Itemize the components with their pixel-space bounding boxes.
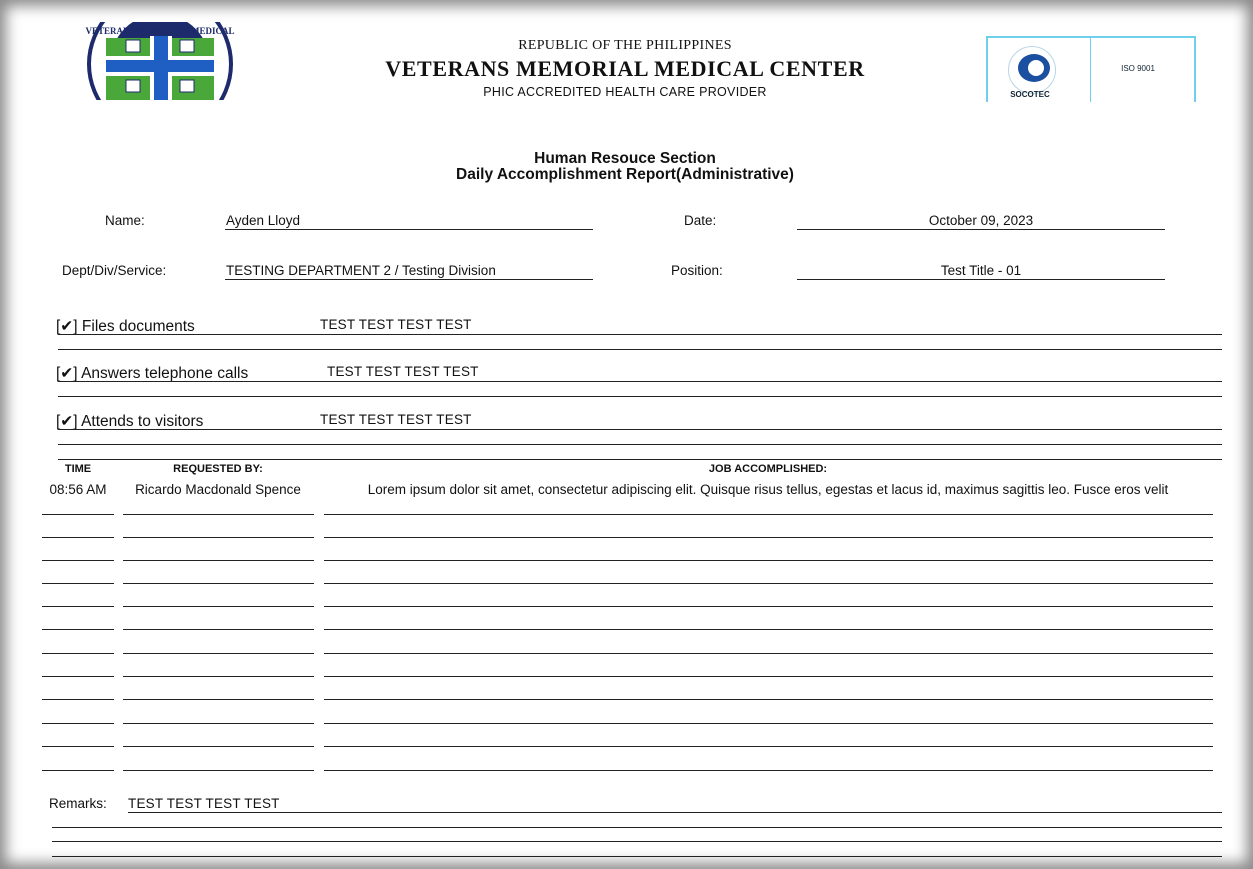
row-time: 08:56 AM xyxy=(49,482,107,497)
table-row-line xyxy=(123,770,314,771)
check-calls-value: TEST TEST TEST TEST xyxy=(327,364,479,379)
check-line xyxy=(58,429,1222,430)
date-label: Date: xyxy=(684,213,717,228)
check-line xyxy=(58,349,1222,350)
table-row-line xyxy=(324,770,1213,771)
check-files-label: Files documents xyxy=(81,318,195,335)
row-job: Lorem ipsum dolor sit amet, consectetur adipiscing elit. Quisque risus tellus, egestas et lacus id, maximus sagittis leo. Fusce eros velit xyxy=(367,482,1169,497)
remarks-line xyxy=(52,856,1222,857)
col-requested-header: REQUESTED BY: xyxy=(173,463,263,475)
check-calls-label: Answers telephone calls xyxy=(81,365,249,382)
table-row-line xyxy=(123,653,314,654)
table-row-line xyxy=(123,676,314,677)
table-row-line xyxy=(42,746,114,747)
table-row-line xyxy=(42,583,114,584)
check-visitors-value: TEST TEST TEST TEST xyxy=(320,412,472,427)
position-label: Position: xyxy=(671,263,723,278)
table-row-line xyxy=(123,699,314,700)
socotec-iso-icon xyxy=(986,36,1196,102)
date-underline xyxy=(797,229,1165,230)
check-line xyxy=(58,444,1222,445)
dept-label: Dept/Div/Service: xyxy=(62,263,167,278)
check-line xyxy=(58,334,1222,335)
row-requested-by: Ricardo Macdonald Spence xyxy=(135,482,301,497)
table-row-line xyxy=(324,537,1213,538)
check-visitors-label: Attends to visitors xyxy=(81,413,204,430)
socotec-label: SOCOTEC xyxy=(1010,90,1050,99)
table-row-line xyxy=(123,583,314,584)
table-row-line xyxy=(123,723,314,724)
table-row-line xyxy=(324,514,1213,515)
table-row-line xyxy=(42,606,114,607)
table-row-line xyxy=(324,723,1213,724)
table-row-line xyxy=(42,699,114,700)
check-line xyxy=(58,459,1222,460)
table-row-line xyxy=(324,629,1213,630)
checkmark-icon: [✔] xyxy=(56,413,78,430)
remarks-line xyxy=(52,827,1222,828)
position-value: Test Title - 01 xyxy=(940,263,1022,278)
table-row-line xyxy=(324,560,1213,561)
table-row-line xyxy=(324,746,1213,747)
table-row-line xyxy=(123,560,314,561)
table-row-line xyxy=(42,723,114,724)
vmmc-seal-icon xyxy=(84,22,236,100)
republic-heading: REPUBLIC OF THE PHILIPPINES xyxy=(518,38,732,53)
remarks-value: TEST TEST TEST TEST xyxy=(128,796,280,811)
logo-divider xyxy=(1090,38,1091,102)
table-row-line xyxy=(324,583,1213,584)
date-value: October 09, 2023 xyxy=(928,213,1034,228)
check-line xyxy=(58,381,1222,382)
table-row-line xyxy=(42,676,114,677)
table-row-line xyxy=(123,514,314,515)
iso-label: ISO 9001 xyxy=(1121,64,1155,73)
table-row-line xyxy=(123,537,314,538)
table-row-line xyxy=(324,653,1213,654)
check-line xyxy=(58,396,1222,397)
table-row-line xyxy=(42,560,114,561)
checkmark-icon: [✔] xyxy=(56,318,78,335)
remarks-line xyxy=(128,812,1222,813)
table-row-line xyxy=(324,699,1213,700)
check-files-value: TEST TEST TEST TEST xyxy=(320,317,472,332)
name-underline xyxy=(225,229,593,230)
hospital-name: VETERANS MEMORIAL MEDICAL CENTER xyxy=(385,56,865,81)
position-underline xyxy=(797,279,1165,280)
report-title: Daily Accomplishment Report(Administrative) xyxy=(456,166,794,183)
table-row-line xyxy=(123,606,314,607)
remarks-line xyxy=(52,841,1222,842)
section-title: Human Resouce Section xyxy=(534,150,716,167)
dept-underline xyxy=(225,279,593,280)
socotec-mark-inner xyxy=(1028,60,1044,76)
svg-text:VETERANS MEMORIAL MEDICAL: VETERANS MEMORIAL MEDICAL xyxy=(85,26,235,36)
table-row-line xyxy=(123,629,314,630)
remarks-label: Remarks: xyxy=(49,796,107,811)
checkmark-icon: [✔] xyxy=(56,365,78,382)
table-row-line xyxy=(123,746,314,747)
name-value: Ayden Lloyd xyxy=(226,213,301,228)
table-row-line xyxy=(42,537,114,538)
table-row-line xyxy=(42,653,114,654)
table-row-line xyxy=(42,770,114,771)
dept-value: TESTING DEPARTMENT 2 / Testing Division xyxy=(226,263,496,278)
table-row-line xyxy=(324,606,1213,607)
col-job-header: JOB ACCOMPLISHED: xyxy=(708,463,828,475)
table-row-line xyxy=(42,514,114,515)
table-row-line xyxy=(42,629,114,630)
accreditation-text: PHIC ACCREDITED HEALTH CARE PROVIDER xyxy=(483,85,767,99)
col-time-header: TIME xyxy=(64,463,92,475)
name-label: Name: xyxy=(105,213,145,228)
table-row-line xyxy=(324,676,1213,677)
